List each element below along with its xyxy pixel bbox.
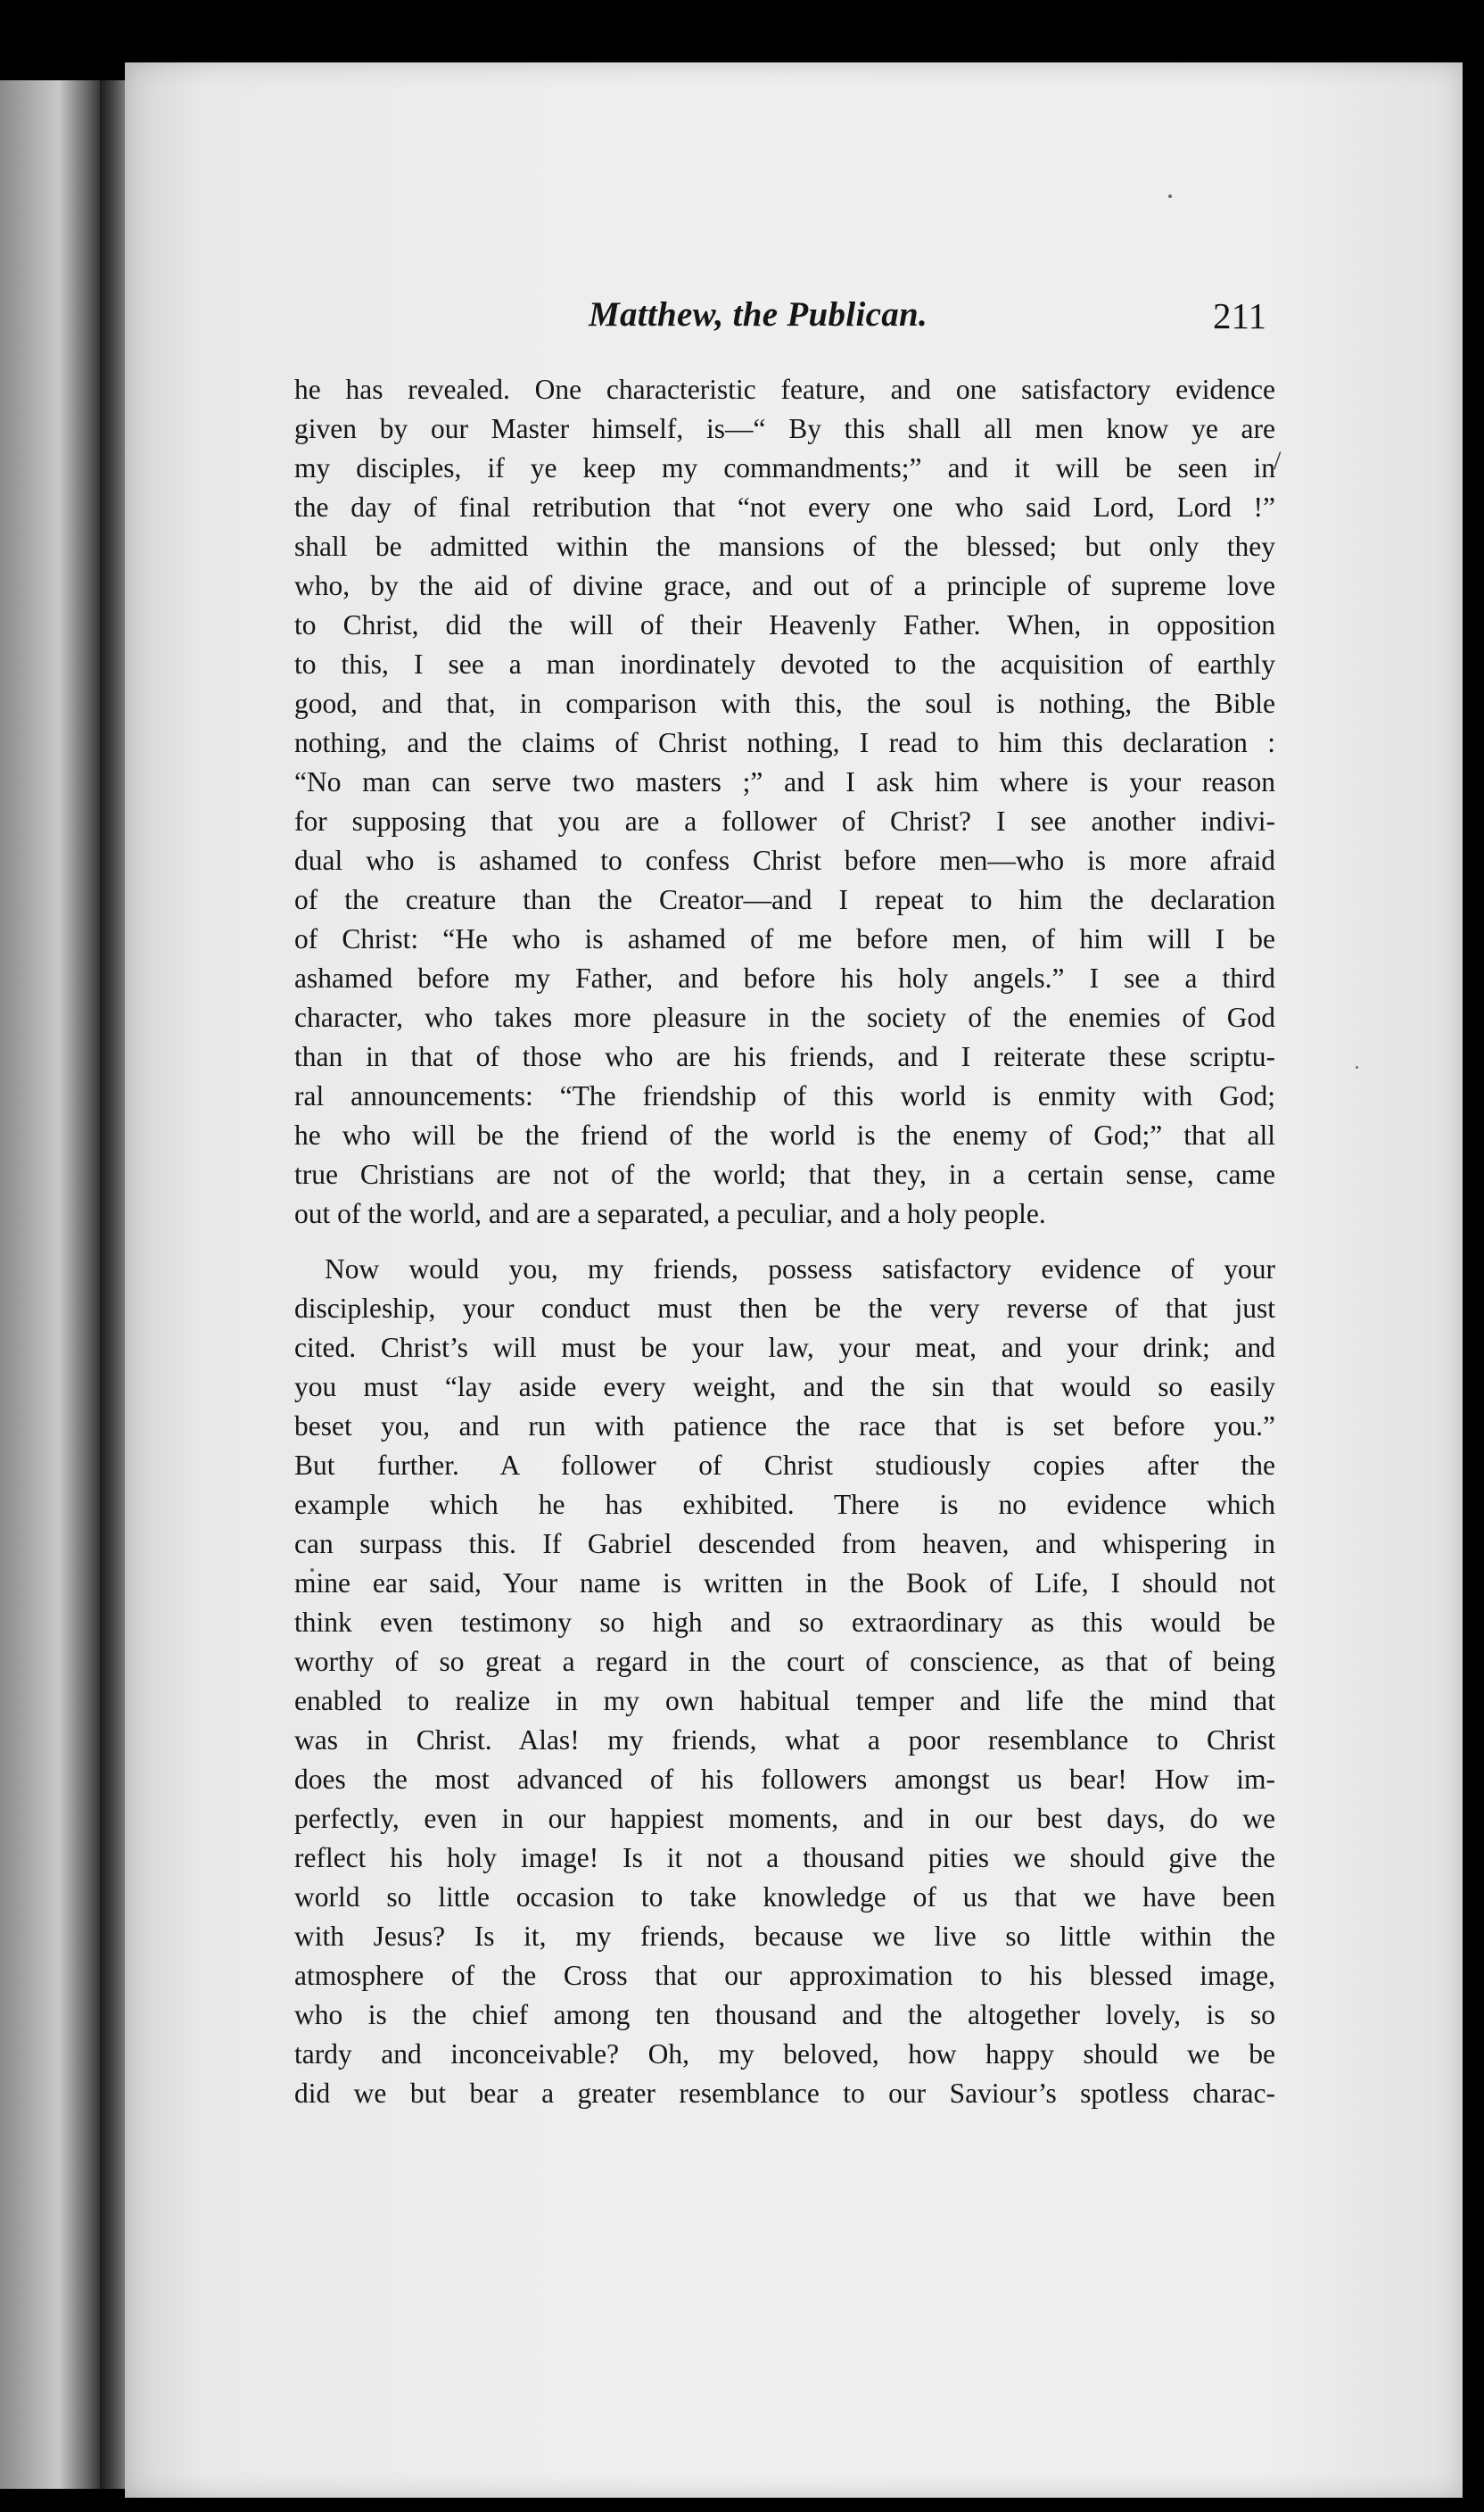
text-line: Now would you, my friends, possess satisfactory evidence of your bbox=[325, 1253, 1275, 1285]
text-line: was in Christ. Alas! my friends, what a poor resemblance to Christ bbox=[294, 1724, 1275, 1756]
text-line: good, and that, in comparison with this, the soul is nothing, the Bible bbox=[294, 688, 1275, 719]
text-line: does the most advanced of his followers amongst us bear! How im- bbox=[294, 1764, 1275, 1795]
text-line: he who will be the friend of the world is the enemy of God;” that all bbox=[294, 1120, 1275, 1151]
text-line: dual who is ashamed to confess Christ before men—who is more afraid bbox=[294, 845, 1275, 876]
text-line: he has revealed. One characteristic feature, and one satisfactory evidence bbox=[294, 374, 1275, 405]
text-line: example which he has exhibited. There is no evidence which bbox=[294, 1489, 1275, 1520]
text-line: of the creature than the Creator—and I repeat to him the declaration bbox=[294, 884, 1275, 915]
text-line: than in that of those who are his friends, and I reiterate these scriptu- bbox=[294, 1041, 1275, 1072]
text-line: who, by the aid of divine grace, and out of a principle of supreme love bbox=[294, 570, 1275, 601]
running-head bbox=[152, 294, 1275, 348]
text-line: my disciples, if ye keep my commandments;” and it will be seen in bbox=[294, 452, 1275, 483]
paragraph bbox=[294, 370, 1275, 1234]
paragraph bbox=[294, 1250, 1275, 2113]
text-line: mine ear said, Your name is written in the Book of Life, I should not bbox=[294, 1567, 1275, 1599]
margin-mark: / bbox=[1274, 446, 1282, 475]
text-line: to Christ, did the will of their Heavenly Father. When, in opposition bbox=[294, 609, 1275, 640]
text-line: can surpass this. If Gabriel descended from heaven, and whispering in bbox=[294, 1528, 1275, 1559]
paper-speck bbox=[1356, 1066, 1358, 1069]
text-line: who is the chief among ten thousand and the altogether lovely, is so bbox=[294, 1999, 1275, 2030]
text-line: the day of final retribution that “not every one who said Lord, Lord !” bbox=[294, 492, 1275, 523]
text-line: shall be admitted within the mansions of the blessed; but only they bbox=[294, 531, 1275, 562]
text-line: true Christians are not of the world; that they, in a certain sense, came bbox=[294, 1159, 1275, 1190]
text-line: perfectly, even in our happiest moments, and in our best days, do we bbox=[294, 1803, 1275, 1834]
running-title: Matthew, the Publican. bbox=[589, 295, 928, 334]
text-line: ashamed before my Father, and before his holy angels.” I see a third bbox=[294, 963, 1275, 994]
text-line: you must “lay aside every weight, and the sin that would so easily bbox=[294, 1371, 1275, 1402]
text-line: nothing, and the claims of Christ nothing, I read to him this declaration : bbox=[294, 727, 1275, 758]
text-line: reflect his holy image! Is it not a thousand pities we should give the bbox=[294, 1842, 1275, 1873]
text-line: given by our Master himself, is—“ By this shall all men know ye are bbox=[294, 413, 1275, 444]
text-line: But further. A follower of Christ studiously copies after the bbox=[294, 1450, 1275, 1481]
text-line: enabled to realize in my own habitual temper and life the mind that bbox=[294, 1685, 1275, 1716]
text-line: out of the world, and are a separated, a peculiar, and a holy people. bbox=[294, 1198, 1046, 1229]
text-line: atmosphere of the Cross that our approximation to his blessed image, bbox=[294, 1960, 1275, 1991]
facing-page-edge bbox=[0, 80, 107, 2489]
text-line: with Jesus? Is it, my friends, because we live so little within the bbox=[294, 1921, 1275, 1952]
body-text bbox=[294, 370, 1275, 2113]
text-line: beset you, and run with patience the race that is set before you.” bbox=[294, 1410, 1275, 1442]
text-line: did we but bear a greater resemblance to our Saviour’s spotless charac- bbox=[294, 2078, 1275, 2109]
text-line: to this, I see a man inordinately devoted to the acquisition of earthly bbox=[294, 649, 1275, 680]
text-line: ral announcements: “The friendship of this world is enmity with God; bbox=[294, 1080, 1275, 1111]
paper-speck bbox=[1168, 194, 1172, 198]
text-line: think even testimony so high and so extraordinary as this would be bbox=[294, 1607, 1275, 1638]
text-line: tardy and inconceivable? Oh, my beloved, how happy should we be bbox=[294, 2038, 1275, 2070]
text-line: worthy of so great a regard in the court of conscience, as that of being bbox=[294, 1646, 1275, 1677]
page-number: 211 bbox=[1213, 295, 1266, 336]
text-line: world so little occasion to take knowledge of us that we have been bbox=[294, 1881, 1275, 1913]
text-line: of Christ: “He who is ashamed of me before men, of him will I be bbox=[294, 923, 1275, 954]
paragraph-gap bbox=[294, 1234, 1275, 1250]
text-line: cited. Christ’s will must be your law, your meat, and your drink; and bbox=[294, 1332, 1275, 1363]
text-line: “No man can serve two masters ;” and I ask him where is your reason bbox=[294, 766, 1275, 797]
text-line: character, who takes more pleasure in the society of the enemies of God bbox=[294, 1002, 1275, 1033]
text-line: discipleship, your conduct must then be the very reverse of that just bbox=[294, 1293, 1275, 1324]
text-line: for supposing that you are a follower of Christ? I see another indivi- bbox=[294, 806, 1275, 837]
